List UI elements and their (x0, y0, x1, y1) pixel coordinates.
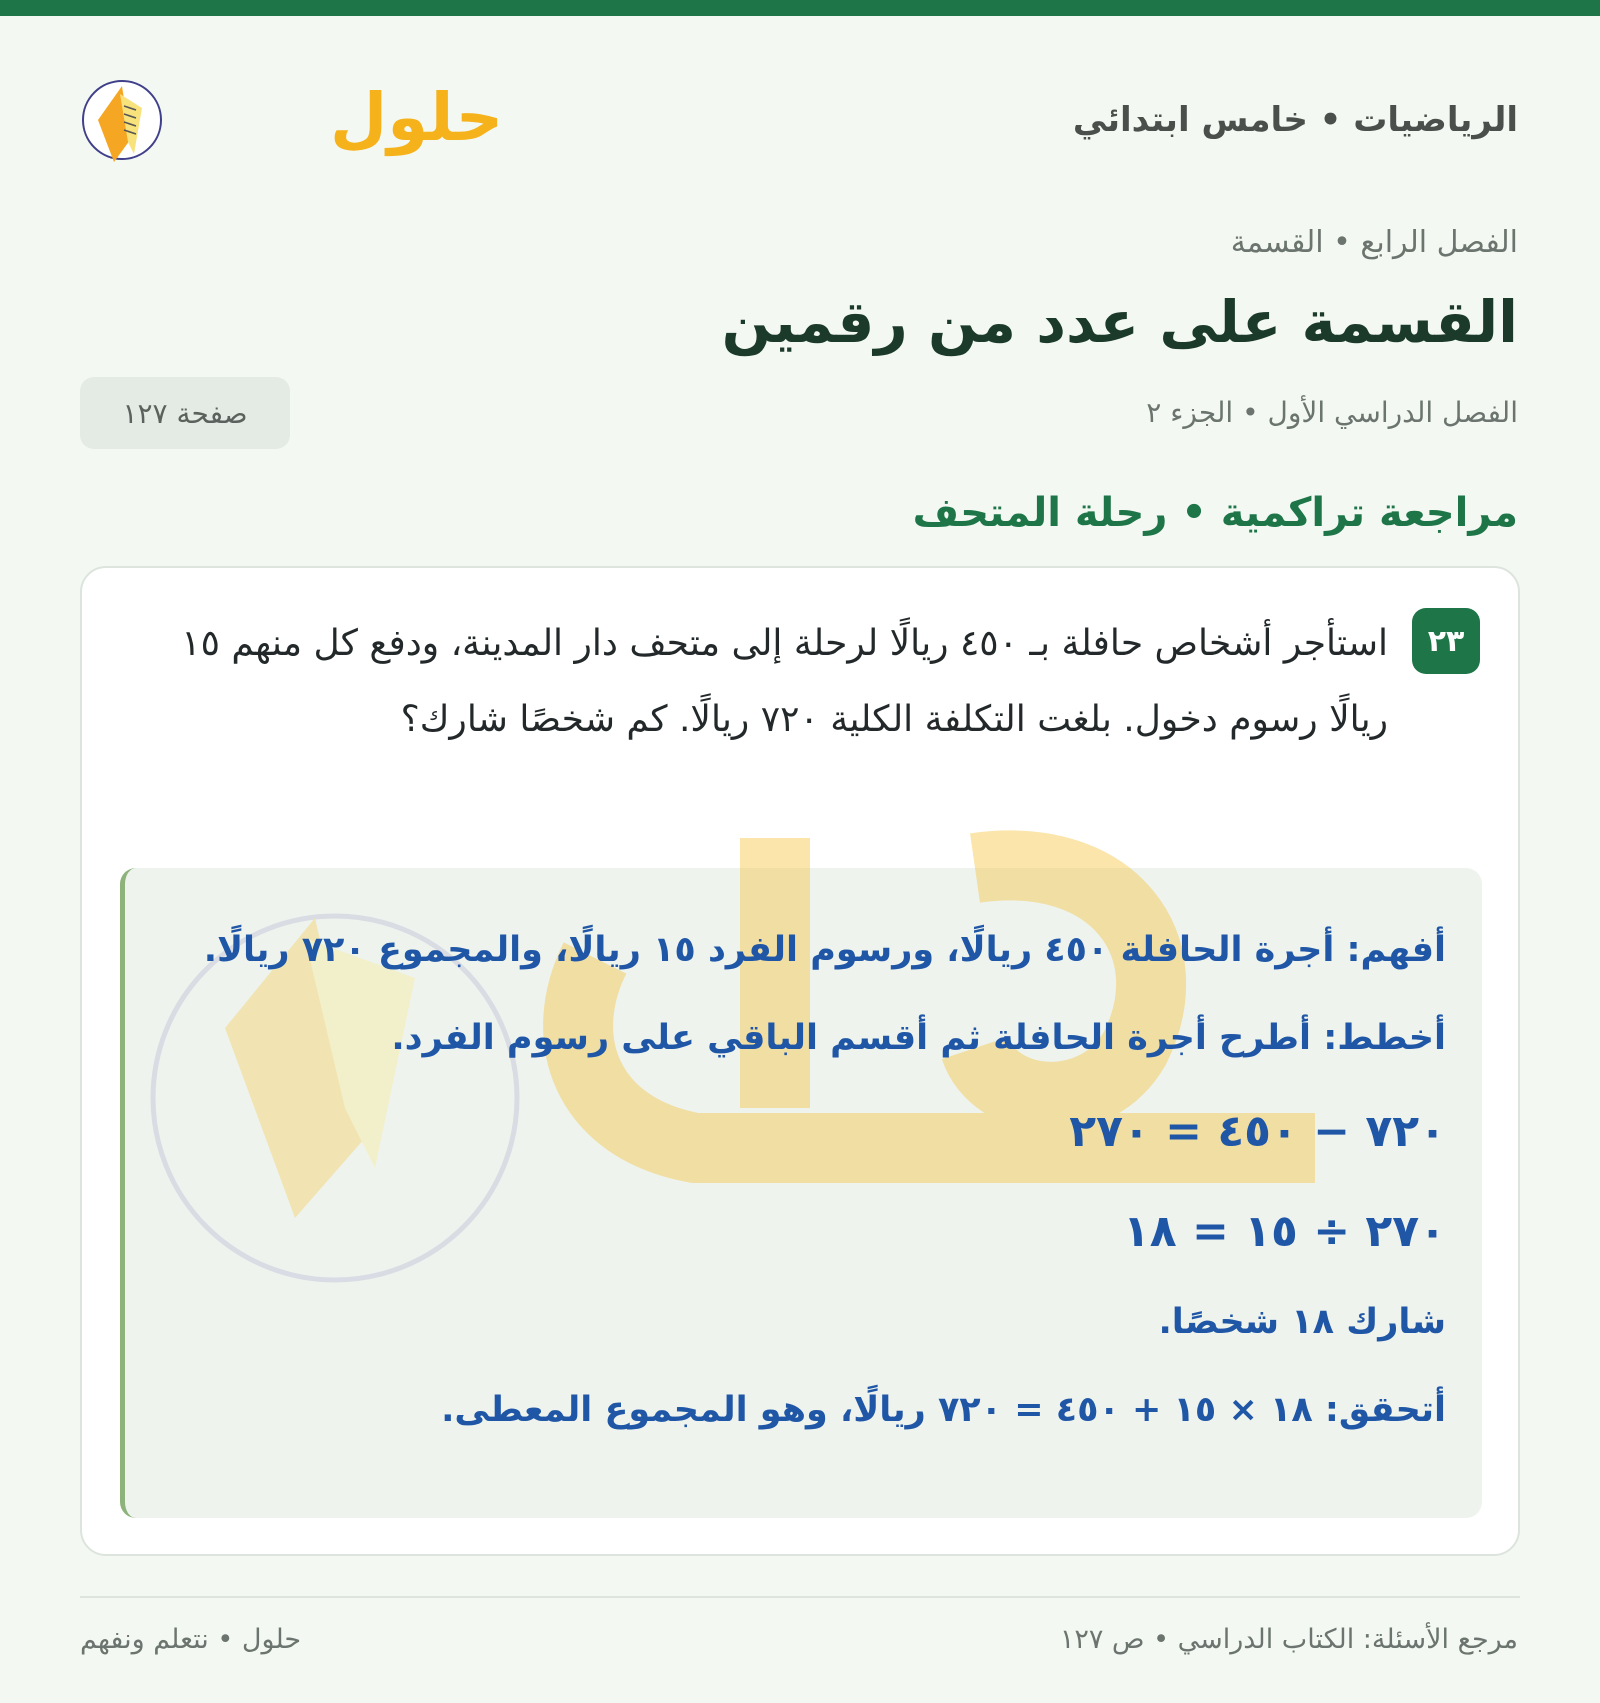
footer-brand: حلول • نتعلم ونفهم (80, 1624, 302, 1655)
subject-label: الرياضيات • خامس ابتدائي (1072, 100, 1518, 140)
solution-understand: أفهم: أجرة الحافلة ٤٥٠ ريالًا، ورسوم الفرد ١٥ ريالًا، والمجموع ٧٢٠ ريالًا. (203, 930, 1446, 970)
page-number-badge: صفحة ١٢٧ (80, 377, 290, 449)
question-card (80, 566, 1520, 1556)
footer-divider (80, 1596, 1520, 1598)
solution-plan: أخطط: أطرح أجرة الحافلة ثم أقسم الباقي على رسوم الفرد. (391, 1018, 1446, 1058)
question-number-badge: ٢٣ (1412, 608, 1480, 674)
section-title: مراجعة تراكمية • رحلة المتحف (912, 490, 1518, 536)
breadcrumb: الفصل الرابع • القسمة (1230, 225, 1518, 260)
question-text: استأجر أشخاص حافلة بـ ٤٥٠ ريالًا لرحلة إلى متحف دار المدينة، ودفع كل منهم ١٥ ريالًا رسوم دخول. بلغت التكلفة الكلية ٧٢٠ ريالًا. كم شخصًا شارك؟ (181, 623, 1388, 740)
solution-box (120, 868, 1482, 1518)
term-label: الفصل الدراسي الأول • الجزء ٢ (1146, 396, 1518, 429)
solution-step-subtract: ٧٢٠ − ٤٥٠ = ٢٧٠ (1069, 1106, 1446, 1157)
top-accent-bar (0, 0, 1600, 16)
page-title: القسمة على عدد من رقمين (721, 288, 1518, 356)
hulul-logo[interactable] (80, 68, 504, 180)
logo-wordmark: حلول (330, 79, 504, 156)
footer-reference: مرجع الأسئلة: الكتاب الدراسي • ص ١٢٧ (1059, 1624, 1518, 1655)
solution-check: أتحقق: ١٨ × ١٥ + ٤٥٠ = ٧٢٠ ريالًا، وهو المجموع المعطى. (441, 1390, 1446, 1430)
solution-answer: شارك ١٨ شخصًا. (1158, 1302, 1446, 1342)
solution-step-divide: ٢٧٠ ÷ ١٥ = ١٨ (1122, 1206, 1446, 1257)
